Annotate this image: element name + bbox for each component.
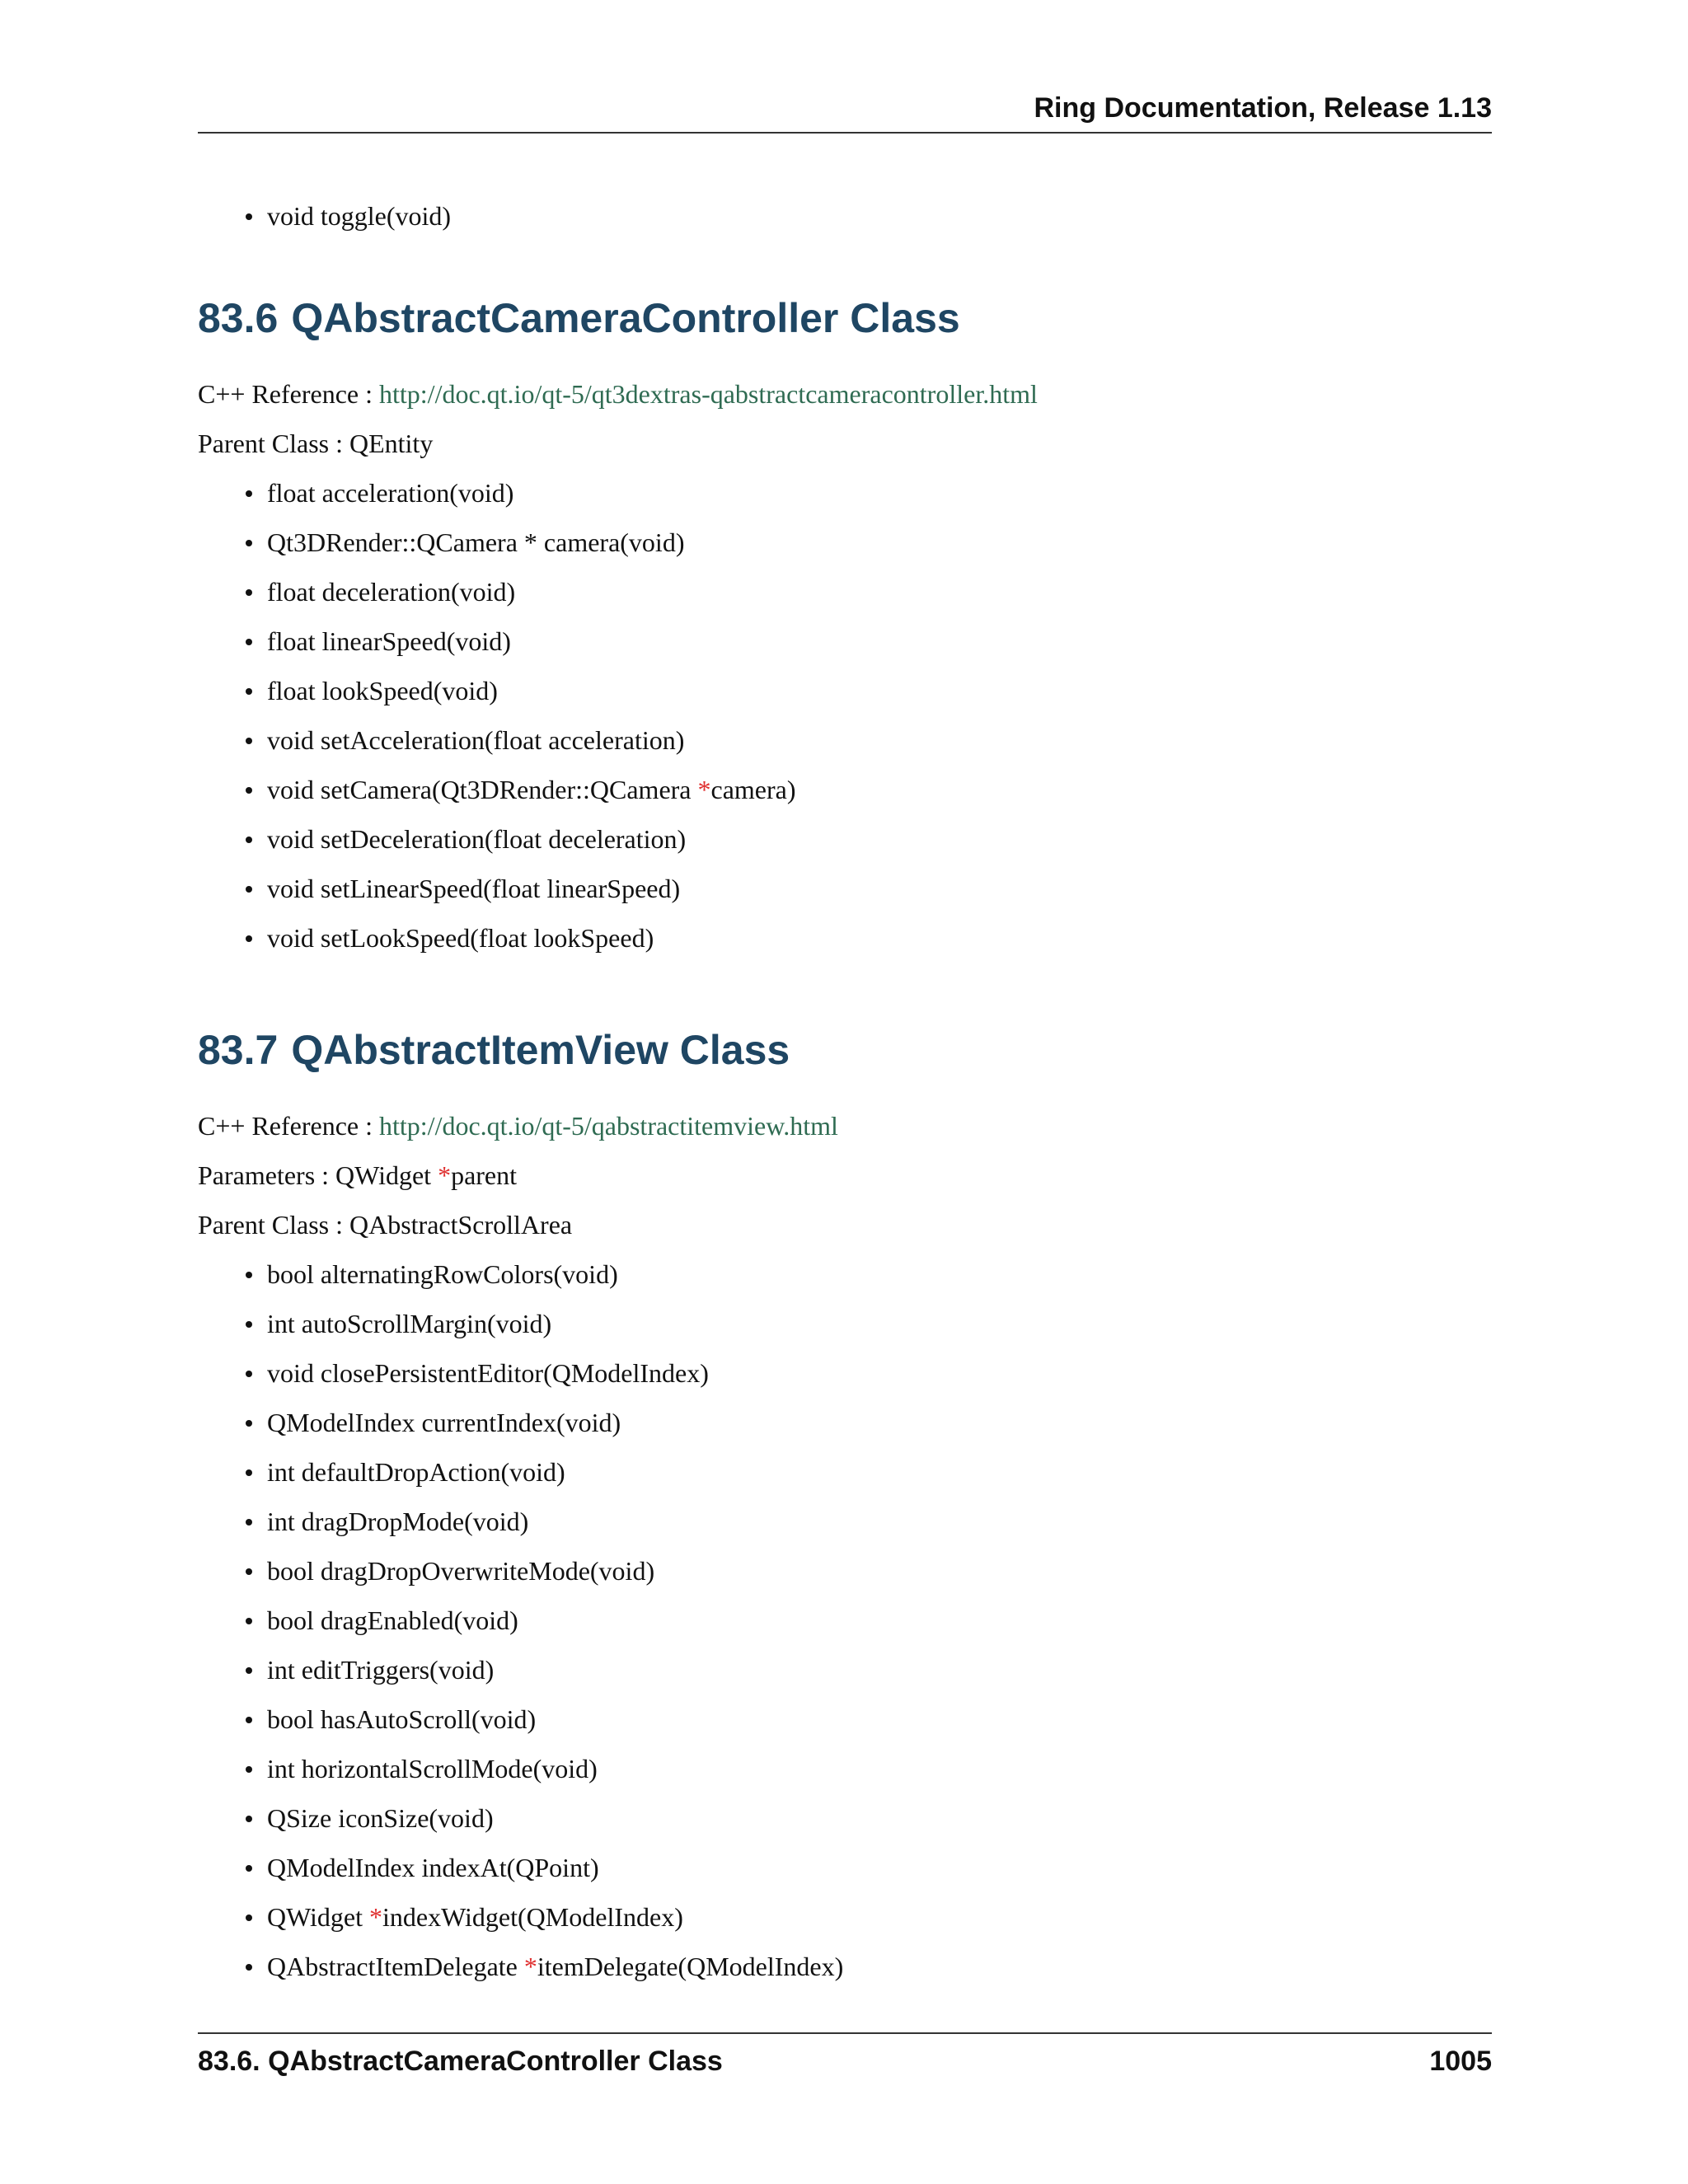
method-head: QAbstractItemDelegate [267, 1952, 524, 1981]
list-item: void setLinearSpeed(float linearSpeed) [198, 870, 1492, 920]
parameters-label: Parameters : QWidget [198, 1160, 438, 1190]
list-item [198, 1899, 1492, 1948]
pointer-star: * [523, 1952, 537, 1981]
pointer-star: * [369, 1902, 383, 1932]
section-83-7 [198, 1025, 1492, 1998]
running-footer [198, 2032, 1492, 2083]
list-item: int dragDropMode(void) [198, 1503, 1492, 1553]
section-number: 83.7 [198, 1027, 279, 1073]
list-item: bool dragEnabled(void) [198, 1602, 1492, 1652]
method-list [198, 475, 1492, 969]
list-item: float lookSpeed(void) [198, 673, 1492, 722]
pointer-star: * [438, 1160, 452, 1190]
top-list [198, 198, 1492, 247]
document-page [198, 0, 1492, 2184]
list-item [198, 1948, 1492, 1998]
reference-label: C++ Reference : [198, 379, 379, 409]
running-header [198, 92, 1492, 134]
list-item: int defaultDropAction(void) [198, 1454, 1492, 1503]
list-item: int autoScrollMargin(void) [198, 1305, 1492, 1355]
header-title: Ring Documentation, Release 1.13 [1034, 92, 1492, 124]
list-item: void closePersistentEditor(QModelIndex) [198, 1355, 1492, 1404]
reference-link[interactable]: http://doc.qt.io/qt-5/qt3dextras-qabstractcameracontroller.html [379, 379, 1038, 409]
cpp-reference [198, 376, 1492, 425]
footer-section: 83.6. QAbstractCameraController Class [198, 2046, 723, 2077]
section-number: 83.6 [198, 295, 279, 341]
section-title: QAbstractCameraController Class [291, 295, 960, 341]
method-head: void setCamera(Qt3DRender::QCamera [267, 775, 698, 804]
parameters [198, 1157, 1492, 1207]
list-item: void toggle(void) [198, 198, 1492, 247]
section-title: QAbstractItemView Class [291, 1027, 790, 1073]
list-item: int editTriggers(void) [198, 1652, 1492, 1701]
list-item: bool alternatingRowColors(void) [198, 1256, 1492, 1305]
list-item: float acceleration(void) [198, 475, 1492, 524]
parameters-tail: parent [451, 1160, 518, 1190]
method-tail: itemDelegate(QModelIndex) [537, 1952, 844, 1981]
method-head: QWidget [267, 1902, 370, 1932]
pointer-star: * [697, 775, 711, 804]
page-number: 1005 [1429, 2046, 1492, 2077]
method-tail: camera) [710, 775, 796, 804]
list-item: void setDeceleration(float deceleration) [198, 821, 1492, 870]
parent-class: Parent Class : QEntity [198, 429, 434, 458]
method-tail: indexWidget(QModelIndex) [382, 1902, 683, 1932]
list-item: QModelIndex indexAt(QPoint) [198, 1849, 1492, 1899]
list-item: void setAcceleration(float acceleration) [198, 722, 1492, 771]
reference-label: C++ Reference : [198, 1111, 379, 1141]
section-heading [198, 293, 1492, 343]
parent-class: Parent Class : QAbstractScrollArea [198, 1210, 573, 1240]
section-heading [198, 1025, 1492, 1075]
method-list [198, 1256, 1492, 1998]
list-item: bool dragDropOverwriteMode(void) [198, 1553, 1492, 1602]
list-item: QSize iconSize(void) [198, 1800, 1492, 1849]
list-item: QModelIndex currentIndex(void) [198, 1404, 1492, 1454]
list-item: bool hasAutoScroll(void) [198, 1701, 1492, 1750]
list-item: Qt3DRender::QCamera * camera(void) [198, 524, 1492, 574]
list-item [198, 771, 1492, 821]
list-item: float deceleration(void) [198, 574, 1492, 623]
reference-link[interactable]: http://doc.qt.io/qt-5/qabstractitemview.html [379, 1111, 838, 1141]
list-item: float linearSpeed(void) [198, 623, 1492, 673]
list-item: void setLookSpeed(float lookSpeed) [198, 920, 1492, 969]
section-83-6 [198, 293, 1492, 969]
cpp-reference [198, 1108, 1492, 1157]
list-item: int horizontalScrollMode(void) [198, 1750, 1492, 1800]
